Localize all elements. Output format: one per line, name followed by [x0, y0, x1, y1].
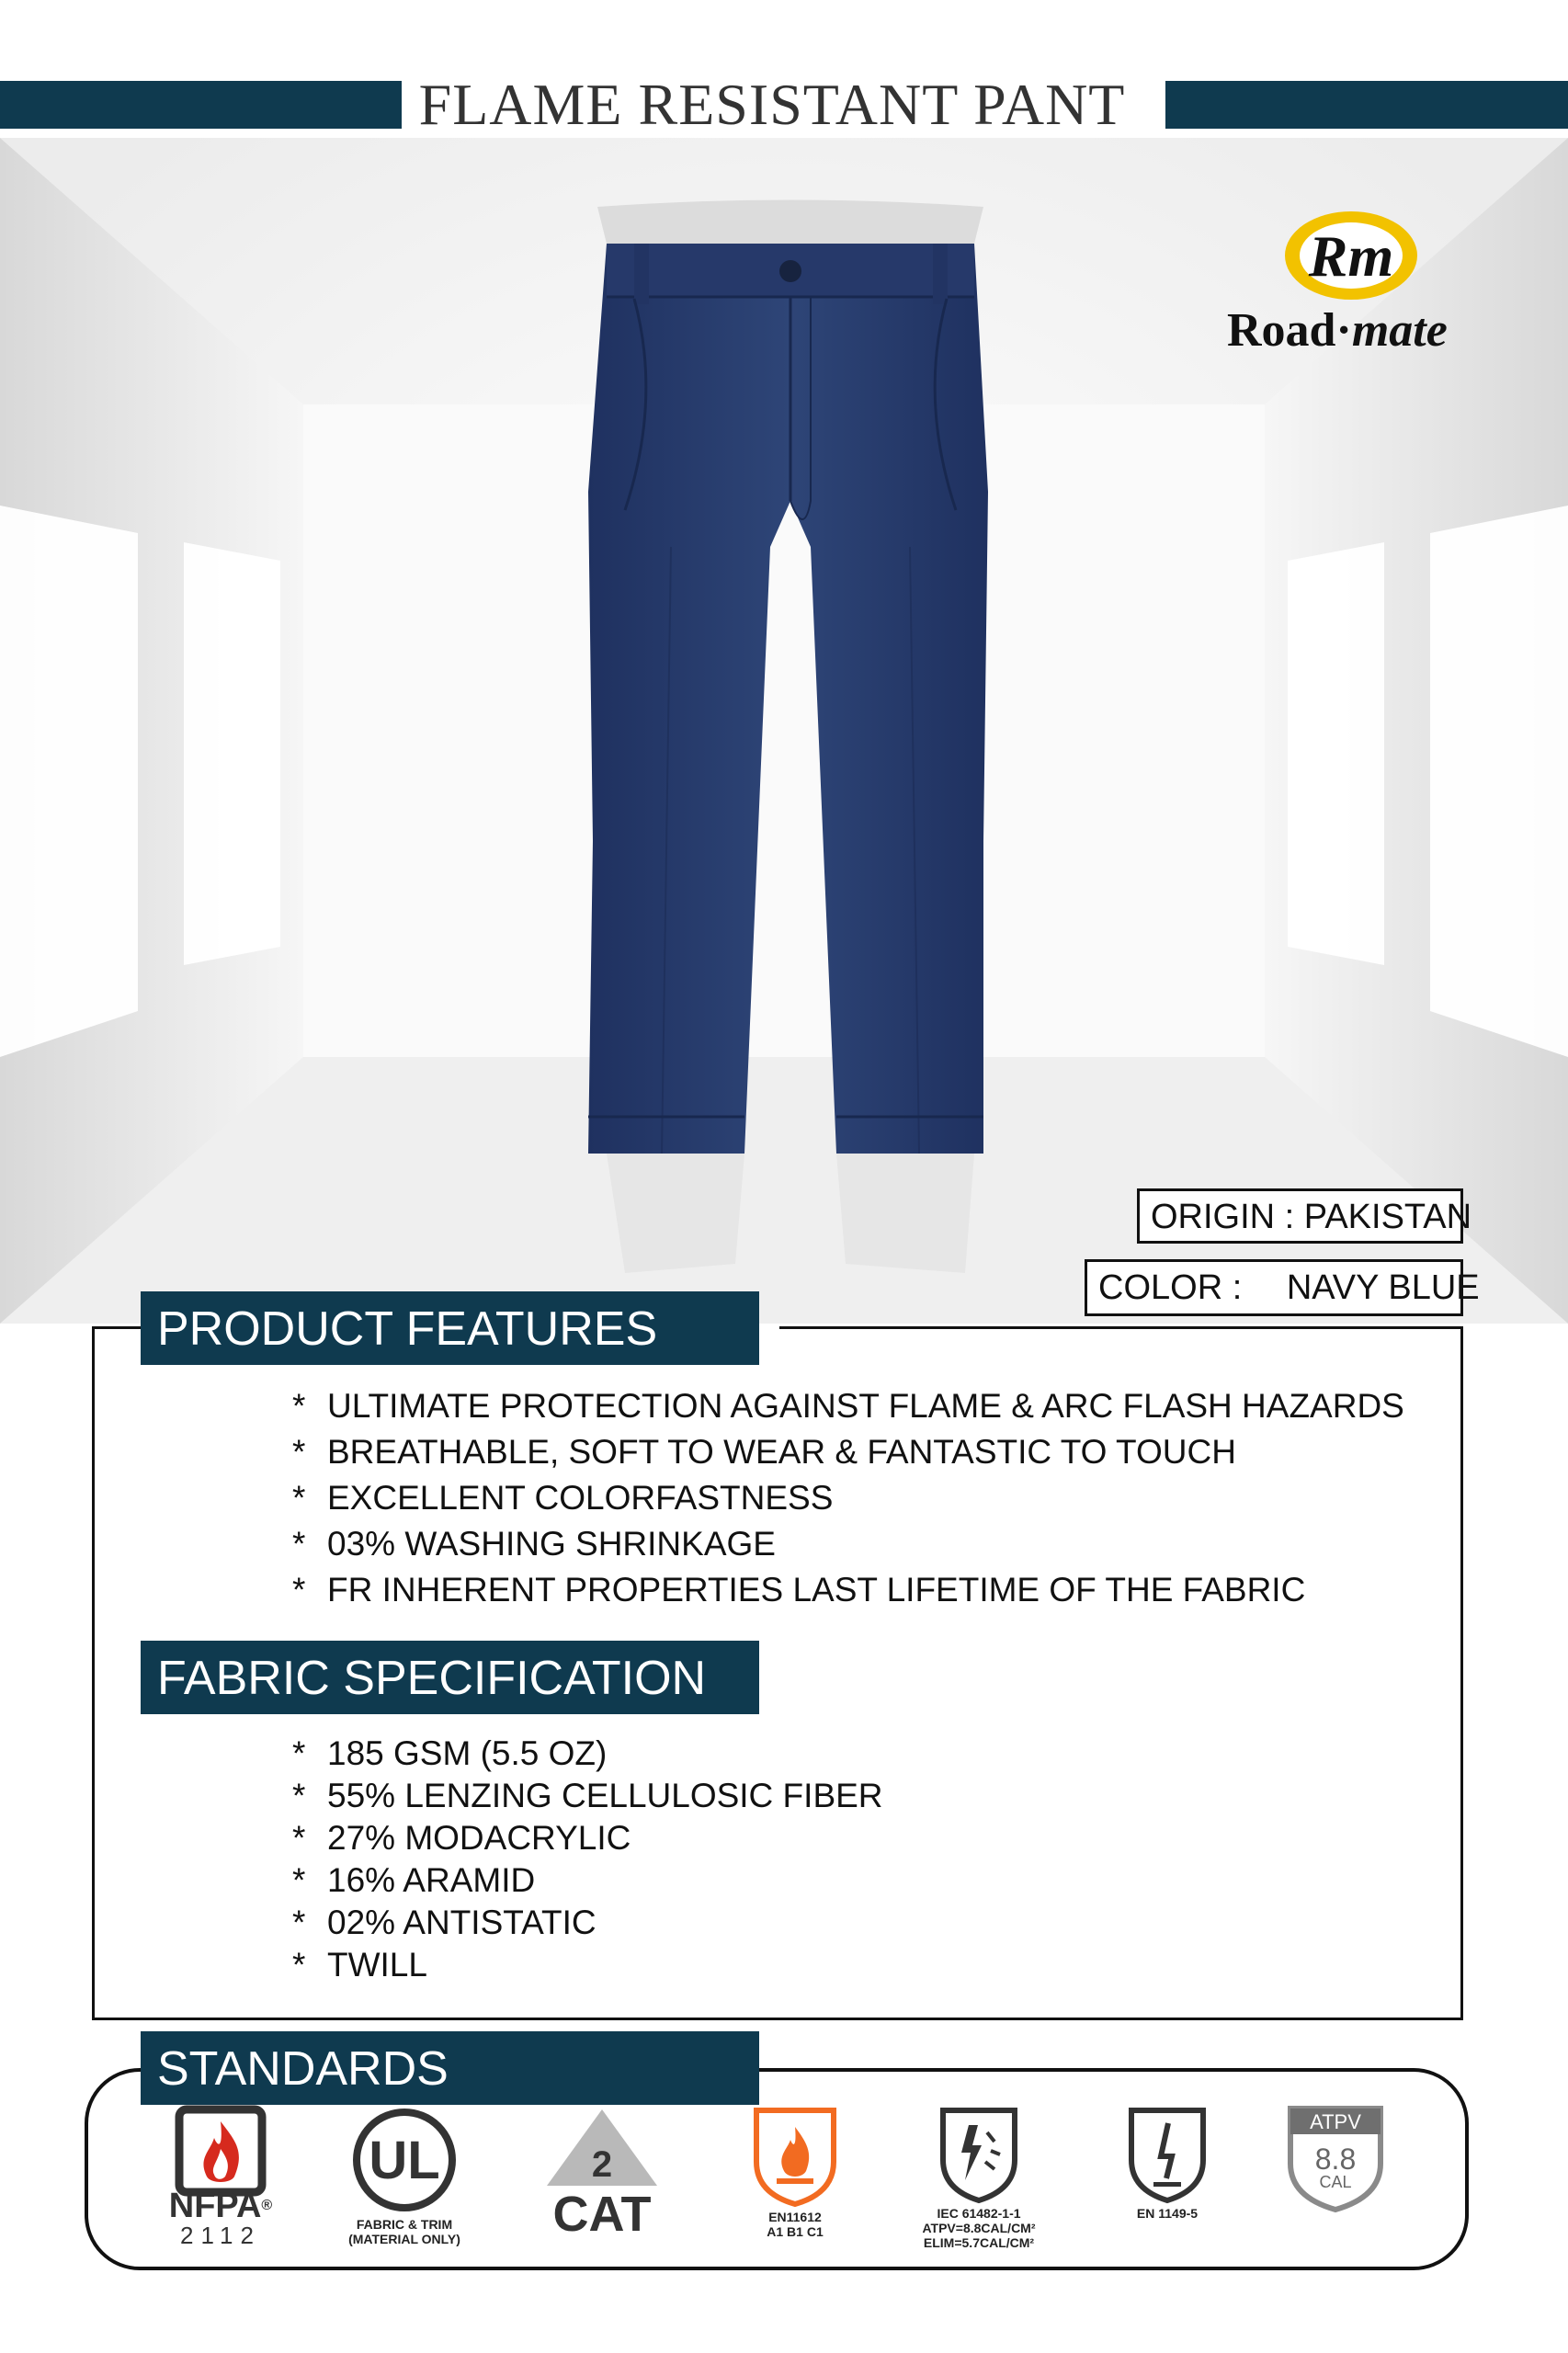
- title-bar-left: [0, 81, 402, 129]
- atpv-badge: [1244, 2105, 1427, 2213]
- ul-icon: [349, 2105, 460, 2215]
- atpv-shield-icon: [1285, 2105, 1386, 2213]
- atpv-value: 8.8: [1314, 2143, 1357, 2176]
- list-item: * 02% ANTISTATIC: [292, 1902, 883, 1944]
- color-box: [1085, 1259, 1480, 1316]
- antistatic-shield-icon: [1126, 2105, 1209, 2204]
- brand-name-dot: ·: [1335, 304, 1352, 357]
- en11612-badge: [703, 2105, 887, 2239]
- arc-flash-shield-icon: [937, 2105, 1020, 2204]
- product-features-heading: PRODUCT FEATURES: [141, 1291, 759, 1365]
- list-item: * ULTIMATE PROTECTION AGAINST FLAME & ARC FLASH HAZARDS: [292, 1383, 1404, 1429]
- iec-61482-badge: [887, 2105, 1071, 2250]
- nfpa-reg: ®: [261, 2198, 273, 2213]
- brand-name: [1227, 303, 1503, 358]
- atpv-unit: CAL: [1319, 2173, 1352, 2191]
- page-title: FLAME RESISTANT PANT: [418, 72, 1126, 137]
- list-item: * FR INHERENT PROPERTIES LAST LIFETIME OF THE FABRIC: [292, 1567, 1404, 1613]
- features-list: [292, 1383, 1404, 1613]
- logo-letters: Rm: [1308, 223, 1394, 289]
- list-item: * 03% WASHING SHRINKAGE: [292, 1521, 1404, 1567]
- cat-triangle-icon: [542, 2105, 662, 2188]
- list-item: * 55% LENZING CELLULOSIC FIBER: [292, 1775, 883, 1817]
- list-item: * 185 GSM (5.5 OZ): [292, 1733, 883, 1775]
- en1149-caption: EN 1149-5: [1136, 2206, 1199, 2221]
- fabric-list: [292, 1733, 883, 1986]
- pants-image: [570, 198, 1011, 1282]
- color-label: COLOR :: [1098, 1268, 1243, 1307]
- standards-heading: STANDARDS: [141, 2031, 759, 2105]
- nfpa-number: 2112: [180, 2222, 261, 2249]
- nfpa-label: NFPA: [168, 2187, 262, 2225]
- en11612-caption: EN11612 A1 B1 C1: [767, 2210, 824, 2239]
- cat-number: 2: [591, 2144, 613, 2185]
- title-bar-right: [1165, 81, 1568, 129]
- list-item: * TWILL: [292, 1944, 883, 1986]
- origin-box: [1137, 1188, 1472, 1244]
- iec-caption: IEC 61482-1-1 ATPV=8.8CAL/CM² ELIM=5.7CAL/CM²: [922, 2206, 1036, 2250]
- cat-2-badge: [510, 2105, 694, 2241]
- list-item: * 16% ARAMID: [292, 1859, 883, 1902]
- list-item: * BREATHABLE, SOFT TO WEAR & FANTASTIC TO TOUCH: [292, 1429, 1404, 1475]
- color-value: NAVY BLUE: [1286, 1268, 1480, 1307]
- ul-badge: [312, 2105, 496, 2246]
- ul-letters: UL: [369, 2131, 440, 2190]
- fabric-specification-heading: FABRIC SPECIFICATION: [141, 1641, 759, 1714]
- flame-shield-icon: [749, 2105, 841, 2208]
- atpv-label: ATPV: [1310, 2110, 1361, 2133]
- origin-text: ORIGIN : PAKISTAN: [1151, 1198, 1472, 1236]
- cat-label: CAT: [552, 2187, 652, 2242]
- list-item: * 27% MODACRYLIC: [292, 1817, 883, 1859]
- list-item: * EXCELLENT COLORFASTNESS: [292, 1475, 1404, 1521]
- ul-caption: FABRIC & TRIM (MATERIAL ONLY): [348, 2217, 460, 2246]
- en1149-badge: [1075, 2105, 1259, 2221]
- brand-name-first: Road: [1227, 304, 1336, 357]
- brand-name-second: mate: [1351, 304, 1448, 357]
- nfpa-2112-badge: [129, 2105, 312, 2248]
